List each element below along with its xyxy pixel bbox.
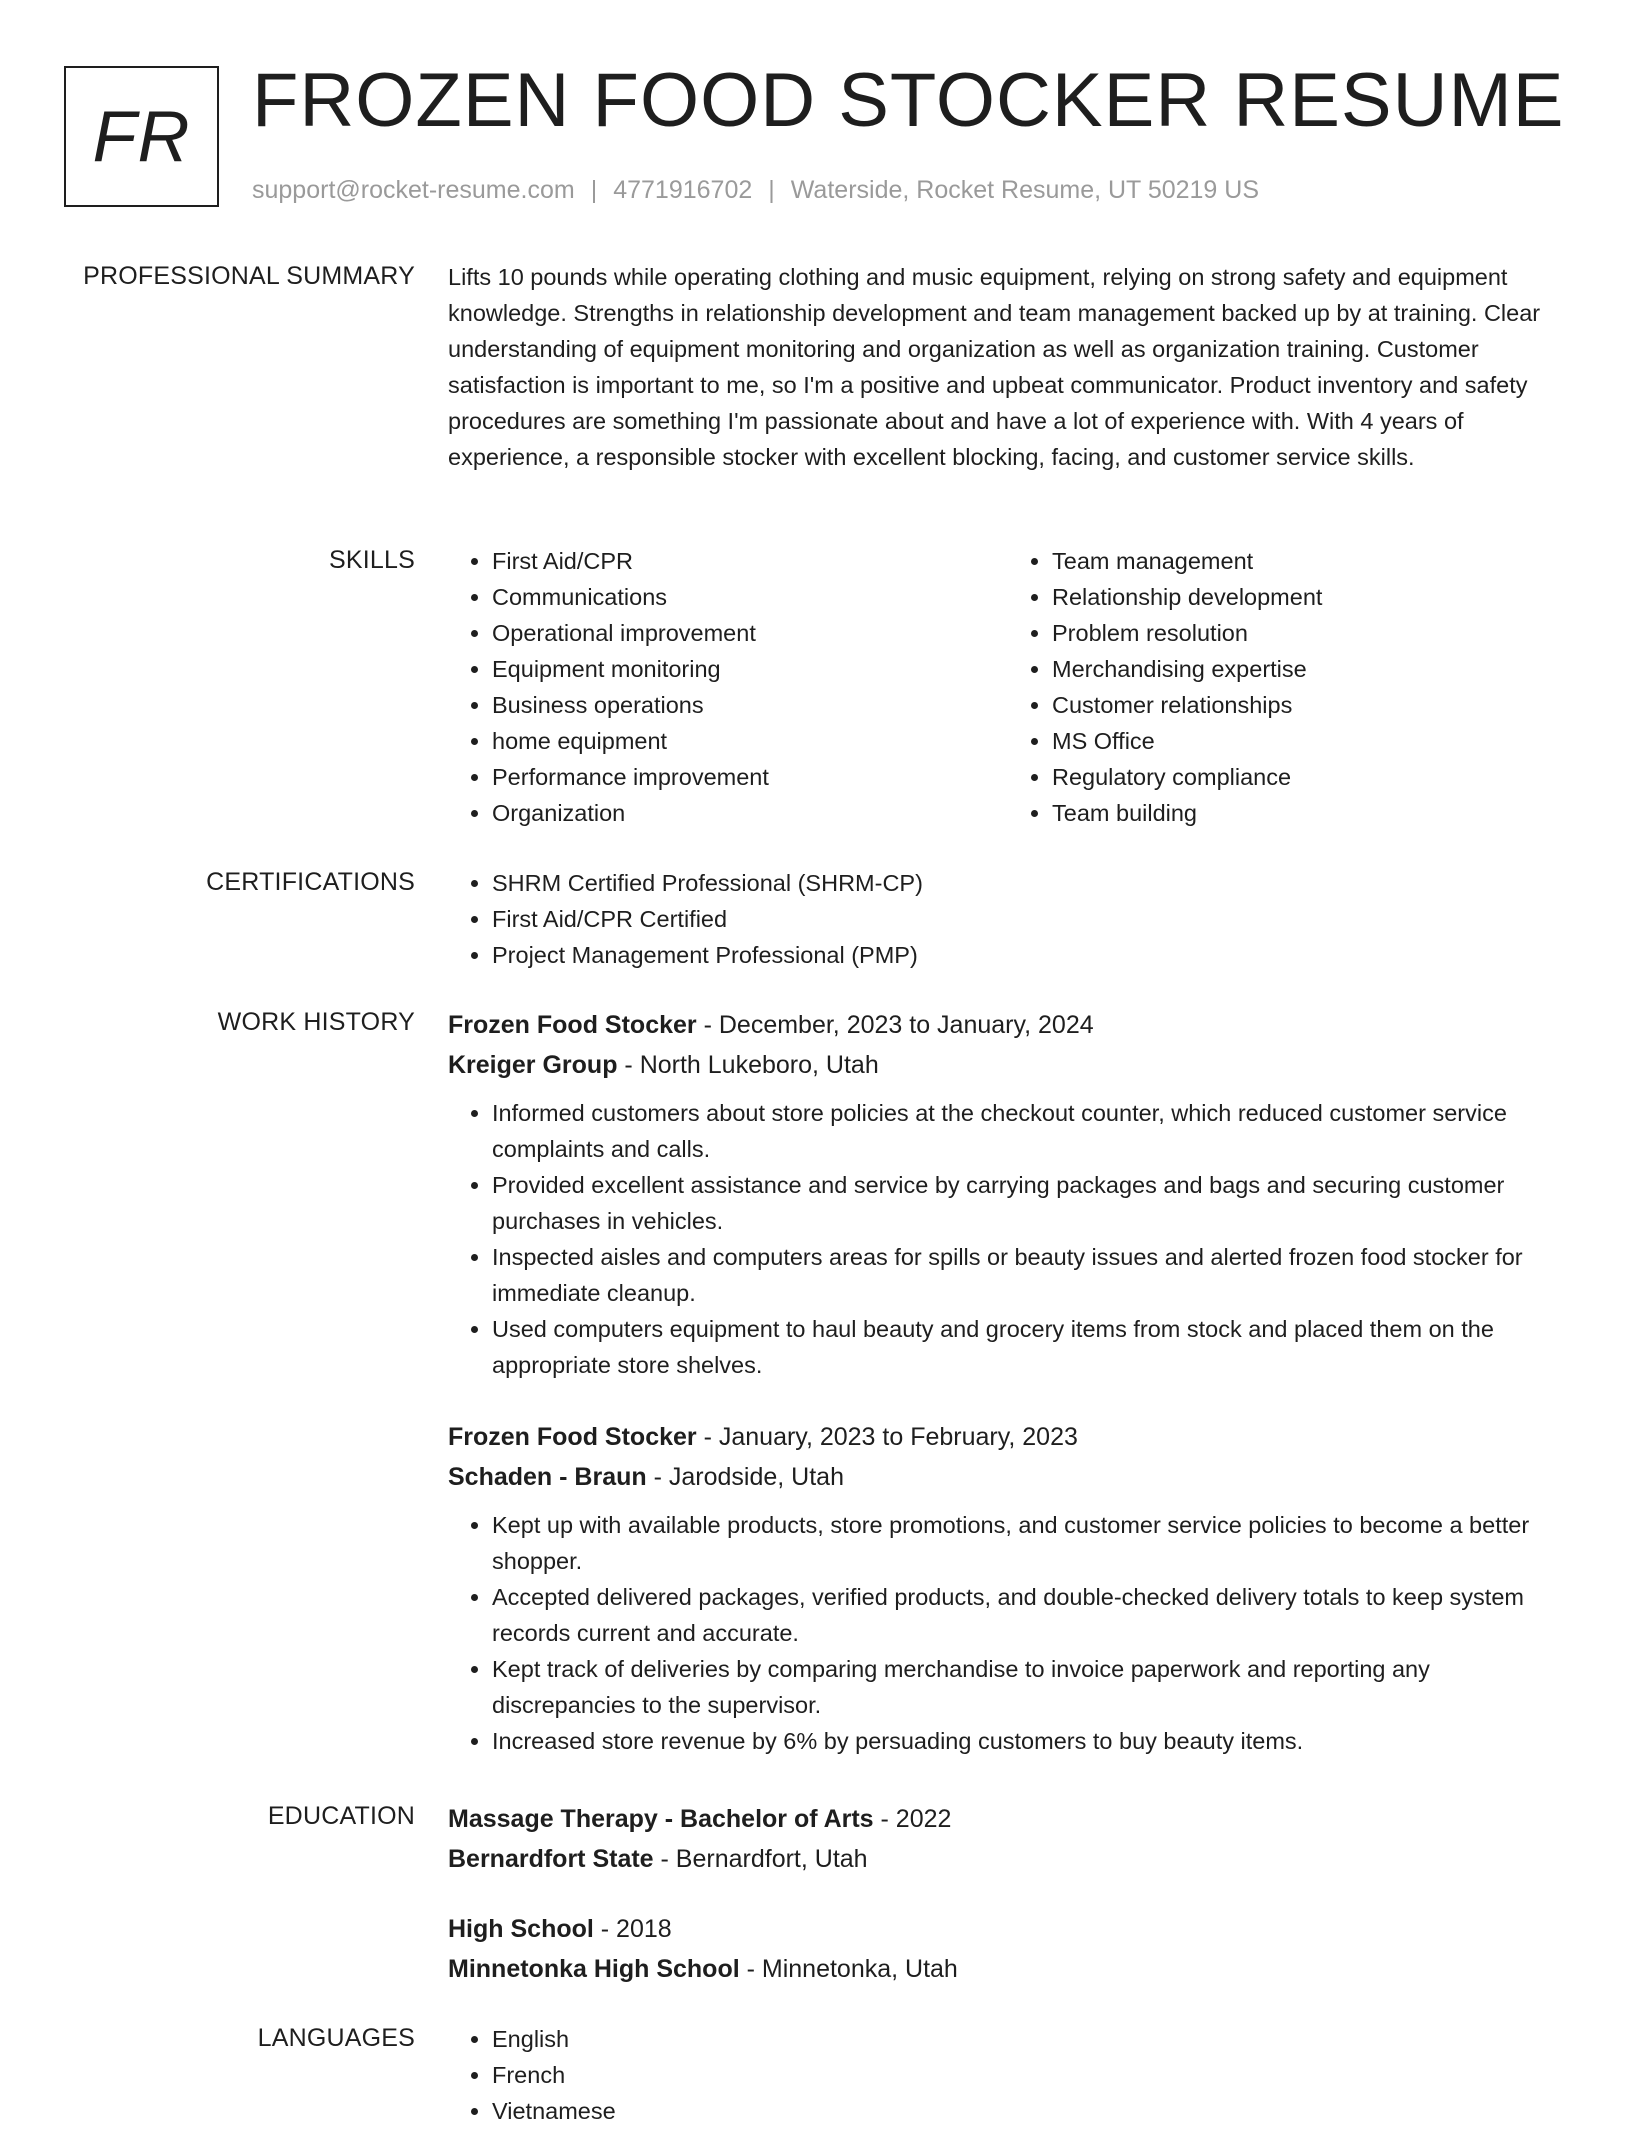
summary-text: Lifts 10 pounds while operating clothing and music equipment, relying on strong safety and equipment knowledge. Strengths in relationship development and team management backed up by at training. Clear understanding of equipment monitoring and organization as well as organization training. Customer satisfaction is important to me, so I'm a positive and upbeat communicator. Product inventory and safety procedures are something I'm passionate about and have a lot of experience with. With 4 years of experience, a responsible stocker with excellent blocking, facing, and customer service skills. [448, 264, 1541, 470]
contact-phone: 4771916702 [613, 176, 753, 204]
job-location: - Jarodside, Utah [646, 1463, 844, 1491]
education-label: EDUCATION [267, 1802, 415, 1830]
certifications-list [448, 865, 1568, 973]
work-history-content [448, 1005, 1568, 1793]
school-name: Bernardfort State [448, 1845, 654, 1873]
certification-item: • SHRM Certified Professional (SHRM-CP) [492, 865, 1568, 901]
contact-line [252, 174, 1259, 206]
school-name: Minnetonka High School [448, 1955, 740, 1983]
certification-item: • First Aid/CPR Certified [492, 901, 1568, 937]
job-dates: - January, 2023 to February, 2023 [696, 1423, 1078, 1451]
skill-item: • Team building [1052, 795, 1568, 831]
summary-content [448, 259, 1568, 475]
job-location: - North Lukeboro, Utah [617, 1051, 879, 1079]
language-item: • Vietnamese [492, 2093, 1568, 2129]
school-location: - Minnetonka, Utah [739, 1955, 958, 1983]
school-location: - Bernardfort, Utah [653, 1845, 868, 1873]
monogram-logo: FR [64, 66, 219, 207]
skill-item: • home equipment [492, 723, 1008, 759]
education-entry [448, 1909, 1568, 1989]
job-duty: • Informed customers about store policies at the checkout counter, which reduced customer service complaints and calls. [492, 1095, 1568, 1167]
school-line [448, 1839, 1568, 1879]
job-duty: • Accepted delivered packages, verified products, and double-checked delivery totals to keep system records current and accurate. [492, 1579, 1568, 1651]
skill-item: • Relationship development [1052, 579, 1568, 615]
skill-item: • MS Office [1052, 723, 1568, 759]
language-item: • French [492, 2057, 1568, 2093]
skills-list-left [448, 543, 1008, 831]
degree-year: - 2018 [593, 1915, 672, 1943]
skill-item: • Regulatory compliance [1052, 759, 1568, 795]
certifications-content [448, 865, 1568, 973]
school-line [448, 1949, 1568, 1989]
languages-list [448, 2021, 1568, 2129]
degree-name: High School [448, 1915, 594, 1943]
skill-item: • Communications [492, 579, 1008, 615]
education-content [448, 1799, 1568, 2019]
job-company-line [448, 1457, 1568, 1497]
job-dates: - December, 2023 to January, 2024 [696, 1011, 1094, 1039]
work-history-label: WORK HISTORY [217, 1008, 415, 1036]
job-entry [448, 1005, 1568, 1383]
job-duty: • Inspected aisles and computers areas for spills or beauty issues and alerted frozen food stocker for immediate cleanup. [492, 1239, 1568, 1311]
contact-email: support@rocket-resume.com [252, 176, 575, 204]
education-entry [448, 1799, 1568, 1879]
skills-label: SKILLS [329, 546, 415, 574]
degree-line [448, 1909, 1568, 1949]
skill-item: • Team management [1052, 543, 1568, 579]
certifications-label: CERTIFICATIONS [206, 868, 415, 896]
job-title: Frozen Food Stocker [448, 1011, 697, 1039]
skills-list-right [1008, 543, 1568, 831]
job-entry [448, 1417, 1568, 1759]
job-company: Kreiger Group [448, 1051, 618, 1079]
job-duty: • Kept track of deliveries by comparing merchandise to invoice paperwork and reporting any discrepancies to the supervisor. [492, 1651, 1568, 1723]
skill-item: • First Aid/CPR [492, 543, 1008, 579]
skill-item: • Performance improvement [492, 759, 1008, 795]
skill-item: • Operational improvement [492, 615, 1008, 651]
job-duty: • Used computers equipment to haul beauty and grocery items from stock and placed them on the appropriate store shelves. [492, 1311, 1568, 1383]
skill-item: • Merchandising expertise [1052, 651, 1568, 687]
job-duty: • Kept up with available products, store promotions, and customer service policies to become a better shopper. [492, 1507, 1568, 1579]
skill-item: • Organization [492, 795, 1008, 831]
job-title-line [448, 1417, 1568, 1457]
languages-content [448, 2021, 1568, 2129]
skill-item: • Business operations [492, 687, 1008, 723]
job-duty: • Provided excellent assistance and service by carrying packages and bags and securing customer purchases in vehicles. [492, 1167, 1568, 1239]
skill-item: • Problem resolution [1052, 615, 1568, 651]
language-item: • English [492, 2021, 1568, 2057]
job-company: Schaden - Braun [448, 1463, 647, 1491]
job-company-line [448, 1045, 1568, 1085]
job-title: Frozen Food Stocker [448, 1423, 697, 1451]
degree-year: - 2022 [873, 1805, 952, 1833]
summary-label: PROFESSIONAL SUMMARY [83, 262, 415, 290]
skills-content [448, 543, 1568, 831]
contact-separator: | [590, 176, 598, 204]
skill-item: • Equipment monitoring [492, 651, 1008, 687]
job-title-line [448, 1005, 1568, 1045]
contact-separator: | [768, 176, 775, 204]
degree-line [448, 1799, 1568, 1839]
resume-title: FROZEN FOOD STOCKER RESUME [252, 58, 1565, 143]
languages-label: LANGUAGES [257, 2024, 415, 2052]
contact-address: Waterside, Rocket Resume, UT 50219 US [790, 176, 1260, 204]
job-duty: • Increased store revenue by 6% by persuading customers to buy beauty items. [492, 1723, 1568, 1759]
certification-item: • Project Management Professional (PMP) [492, 937, 1568, 973]
job-duties [448, 1507, 1568, 1759]
degree-name: Massage Therapy - Bachelor of Arts [448, 1805, 874, 1833]
skill-item: • Customer relationships [1052, 687, 1568, 723]
job-duties [448, 1095, 1568, 1383]
